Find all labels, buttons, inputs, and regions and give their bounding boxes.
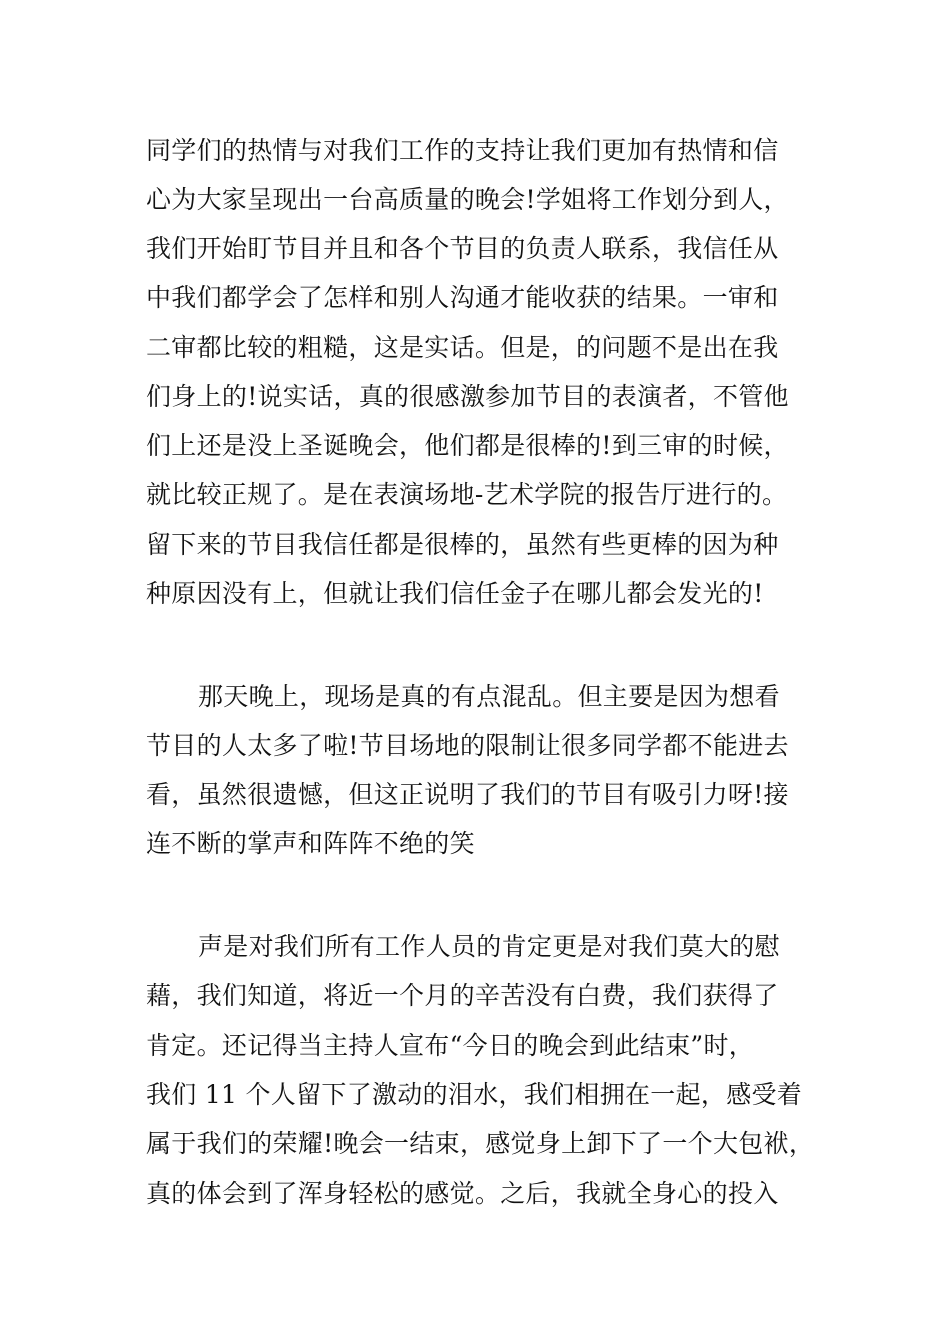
text-line: 心为大家呈现出一台高质量的晚会!学姐将工作划分到人，: [146, 185, 789, 214]
text-line: 真的体会到了浑身轻松的感觉。之后，我就全身心的投入: [146, 1179, 779, 1208]
text-line: 那天晚上，现场是真的有点混乱。但主要是因为想看: [198, 682, 780, 711]
text-line: 声是对我们所有工作人员的肯定更是对我们莫大的慰: [198, 932, 780, 961]
text-line: 连不断的掌声和阵阵不绝的笑: [146, 829, 475, 858]
text-line: 藉，我们知道，将近一个月的辛苦没有白费，我们获得了: [146, 981, 779, 1010]
text-line: 留下来的节目我信任都是很棒的，虽然有些更棒的因为种: [146, 530, 779, 559]
text-line: 们上还是没上圣诞晚会，他们都是很棒的!到三审的时候，: [146, 431, 789, 460]
text-line: 就比较正规了。是在表演场地-艺术学院的报告厅进行的。: [146, 480, 788, 509]
text-line: 中我们都学会了怎样和别人沟通才能收获的结果。一审和: [146, 283, 779, 312]
text-line: 节目的人太多了啦!节目场地的限制让很多同学都不能进去: [146, 731, 789, 760]
text-line: 我们 11 个人留下了激动的泪水，我们相拥在一起，感受着: [146, 1080, 803, 1109]
text-line: 们身上的!说实话，真的很感激参加节目的表演者，不管他: [146, 382, 789, 411]
text-line: 种原因没有上，但就让我们信任金子在哪儿都会发光的!: [146, 579, 764, 608]
text-line: 属于我们的荣耀!晚会一结束，感觉身上卸下了一个大包袱，: [146, 1129, 815, 1158]
text-line: 肯定。还记得当主持人宣布“今日的晚会到此结束”时，: [146, 1031, 755, 1060]
text-line: 看，虽然很遗憾，但这正说明了我们的节目有吸引力呀!接: [146, 780, 789, 809]
text-line: 我们开始盯节目并且和各个节目的负责人联系，我信任从: [146, 234, 779, 263]
text-line: 同学们的热情与对我们工作的支持让我们更加有热情和信: [146, 136, 779, 165]
text-line: 二审都比较的粗糙，这是实话。但是，的问题不是出在我: [146, 333, 779, 362]
